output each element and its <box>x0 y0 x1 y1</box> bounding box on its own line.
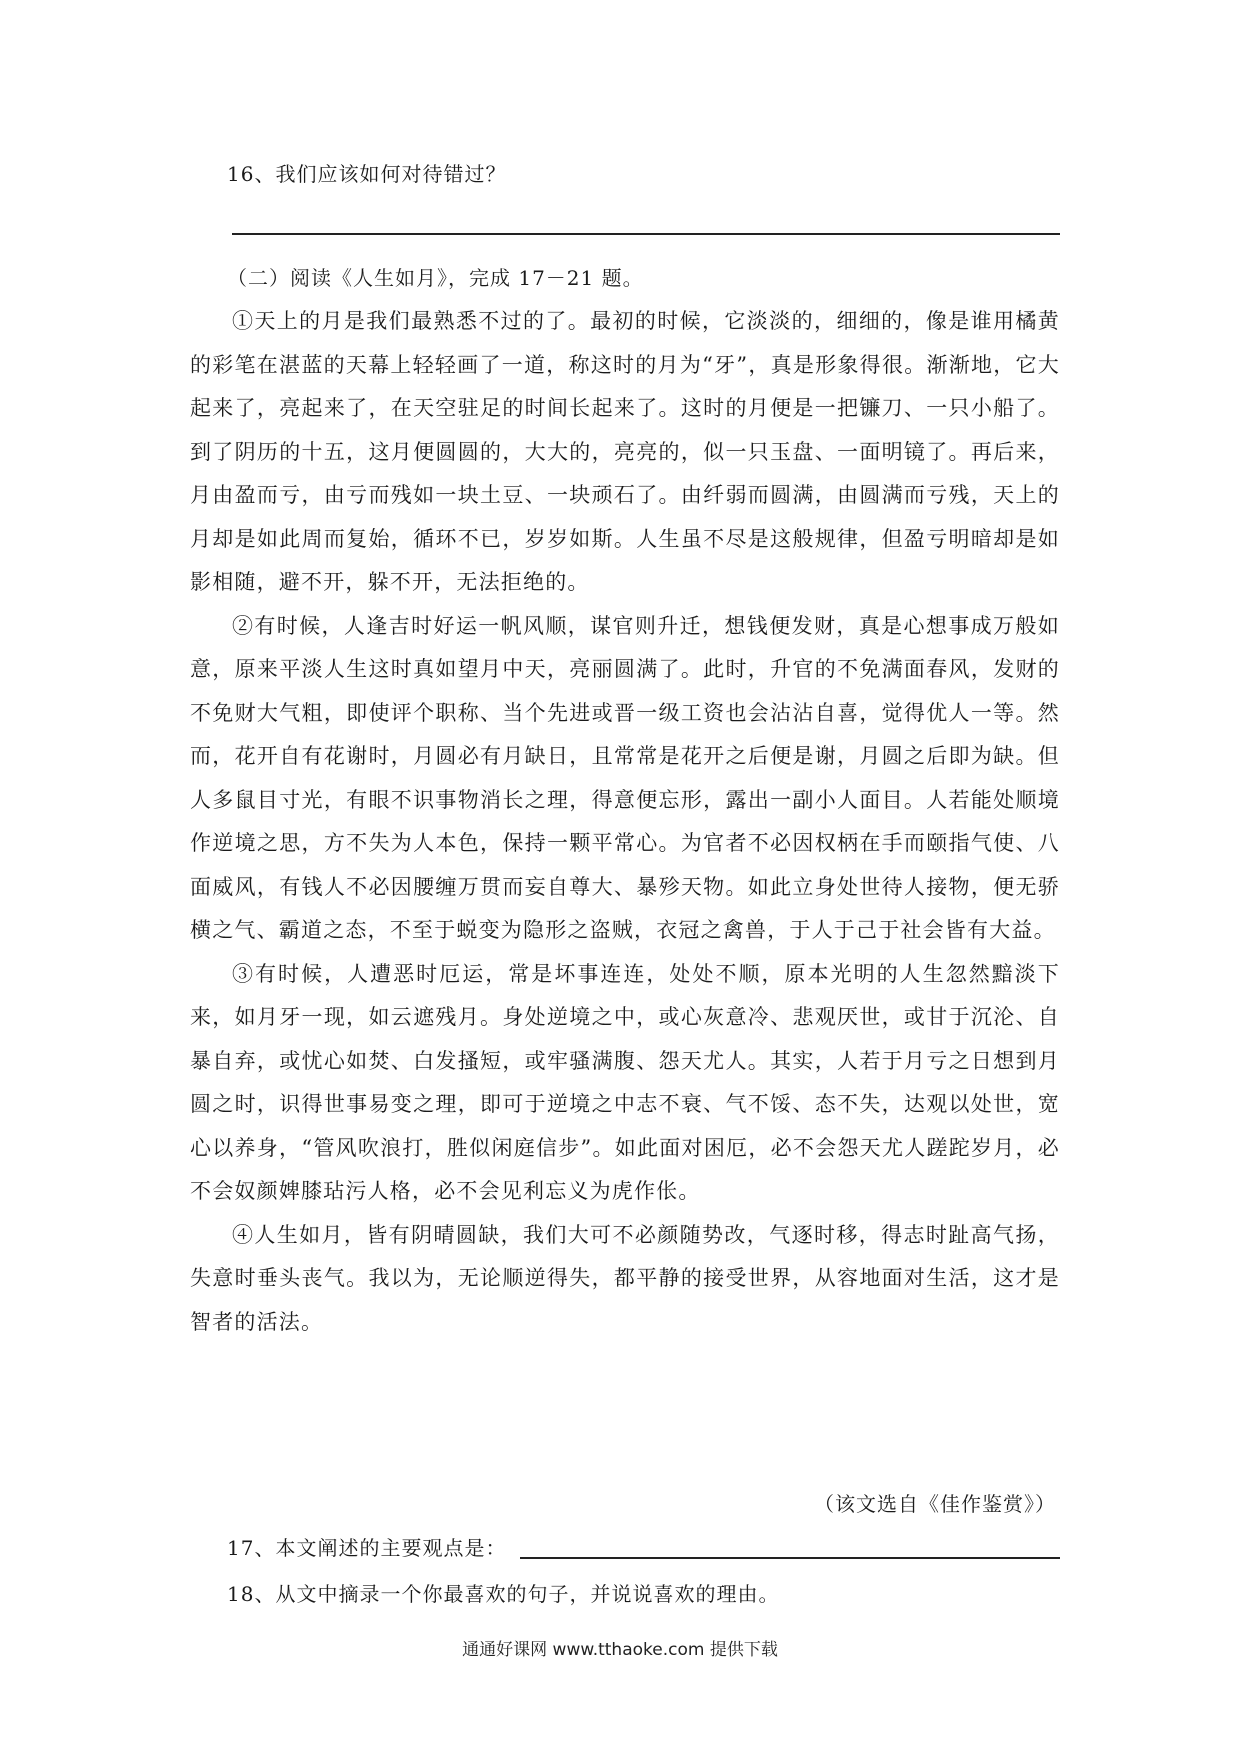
question-18: 18、从文中摘录一个你最喜欢的句子，并说说喜欢的理由。 <box>227 1582 780 1606</box>
source-note: （该文选自《佳作鉴赏》） <box>814 1492 1056 1516</box>
paragraph-4: ④人生如月，皆有阴晴圆缺，我们大可不必颜随势改，气逐时移，得志时趾高气扬，失意时垂头丧气。我以为，无论顺逆得失，都平静的接受世界，从容地面对生活，这才是智者的活法。 <box>190 1222 1060 1334</box>
answer-line-17[interactable] <box>520 1557 1060 1559</box>
paragraph-2: ②有时候，人逢吉时好运一帆风顺，谋官则升迁，想钱便发财，真是心想事成万般如意，原来平淡人生这时真如望月中天，亮丽圆满了。此时，升官的不免满面春风，发财的不免财大气粗，即使评个职称、当个先进或晋一级工资也会沾沾自喜，觉得优人一等。然而，花开自有花谢时，月圆必有月缺日，且常常是花开之后便是谢，月圆之后即为缺。但人多鼠目寸光，有眼不识事物消长之理，得意便忘形，露出一副小人面目。人若能处顺境作逆境之思，方不失为人本色，保持一颗平常心。为官者不必因权柄在手而颐指气使、八面威风，有钱人不必因腰缠万贯而妄自尊大、暴殄天物。如此立身处世待人接物，便无骄横之气、霸道之态，不至于蜕变为隐形之盗贼，衣冠之禽兽，于人于己于社会皆有大益。 <box>190 613 1060 942</box>
reading-passage <box>190 300 1060 1344</box>
page-footer: 通通好课网 www.tthaoke.com 提供下载 <box>462 1640 778 1660</box>
question-16: 16、我们应该如何对待错过？ <box>227 162 507 186</box>
paragraph-3: ③有时候，人遭恶时厄运，常是坏事连连，处处不顺，原本光明的人生忽然黯淡下来，如月牙一现，如云遮残月。身处逆境之中，或心灰意冷、悲观厌世，或甘于沉沦、自暴自弃，或忧心如焚、白发搔短，或牢骚满腹、怨天尤人。其实，人若于月亏之日想到月圆之时，识得世事易变之理，即可于逆境之中志不衰、气不馁、态不失，达观以处世，宽心以养身，“管风吹浪打，胜似闲庭信步”。如此面对困厄，必不会怨天尤人蹉跎岁月，必不会奴颜婢膝玷污人格，必不会见利忘义为虎作伥。 <box>190 961 1060 1203</box>
section-heading: （二）阅读《人生如月》，完成 17－21 题。 <box>227 266 644 290</box>
answer-line-16[interactable] <box>232 233 1060 235</box>
question-17: 17、本文阐述的主要观点是： <box>227 1536 507 1560</box>
paragraph-1: ①天上的月是我们最熟悉不过的了。最初的时候，它淡淡的，细细的，像是谁用橘黄的彩笔在湛蓝的天幕上轻轻画了一道，称这时的月为“牙”，真是形象得很。渐渐地，它大起来了，亮起来了，在天空驻足的时间长起来了。这时的月便是一把镰刀、一只小船了。到了阴历的十五，这月便圆圆的，大大的，亮亮的，似一只玉盘、一面明镜了。再后来，月由盈而亏，由亏而残如一块土豆、一块顽石了。由纤弱而圆满，由圆满而亏残，天上的月却是如此周而复始，循环不已，岁岁如斯。人生虽不尽是这般规律，但盈亏明暗却是如影相随，避不开，躲不开，无法拒绝的。 <box>190 309 1060 594</box>
